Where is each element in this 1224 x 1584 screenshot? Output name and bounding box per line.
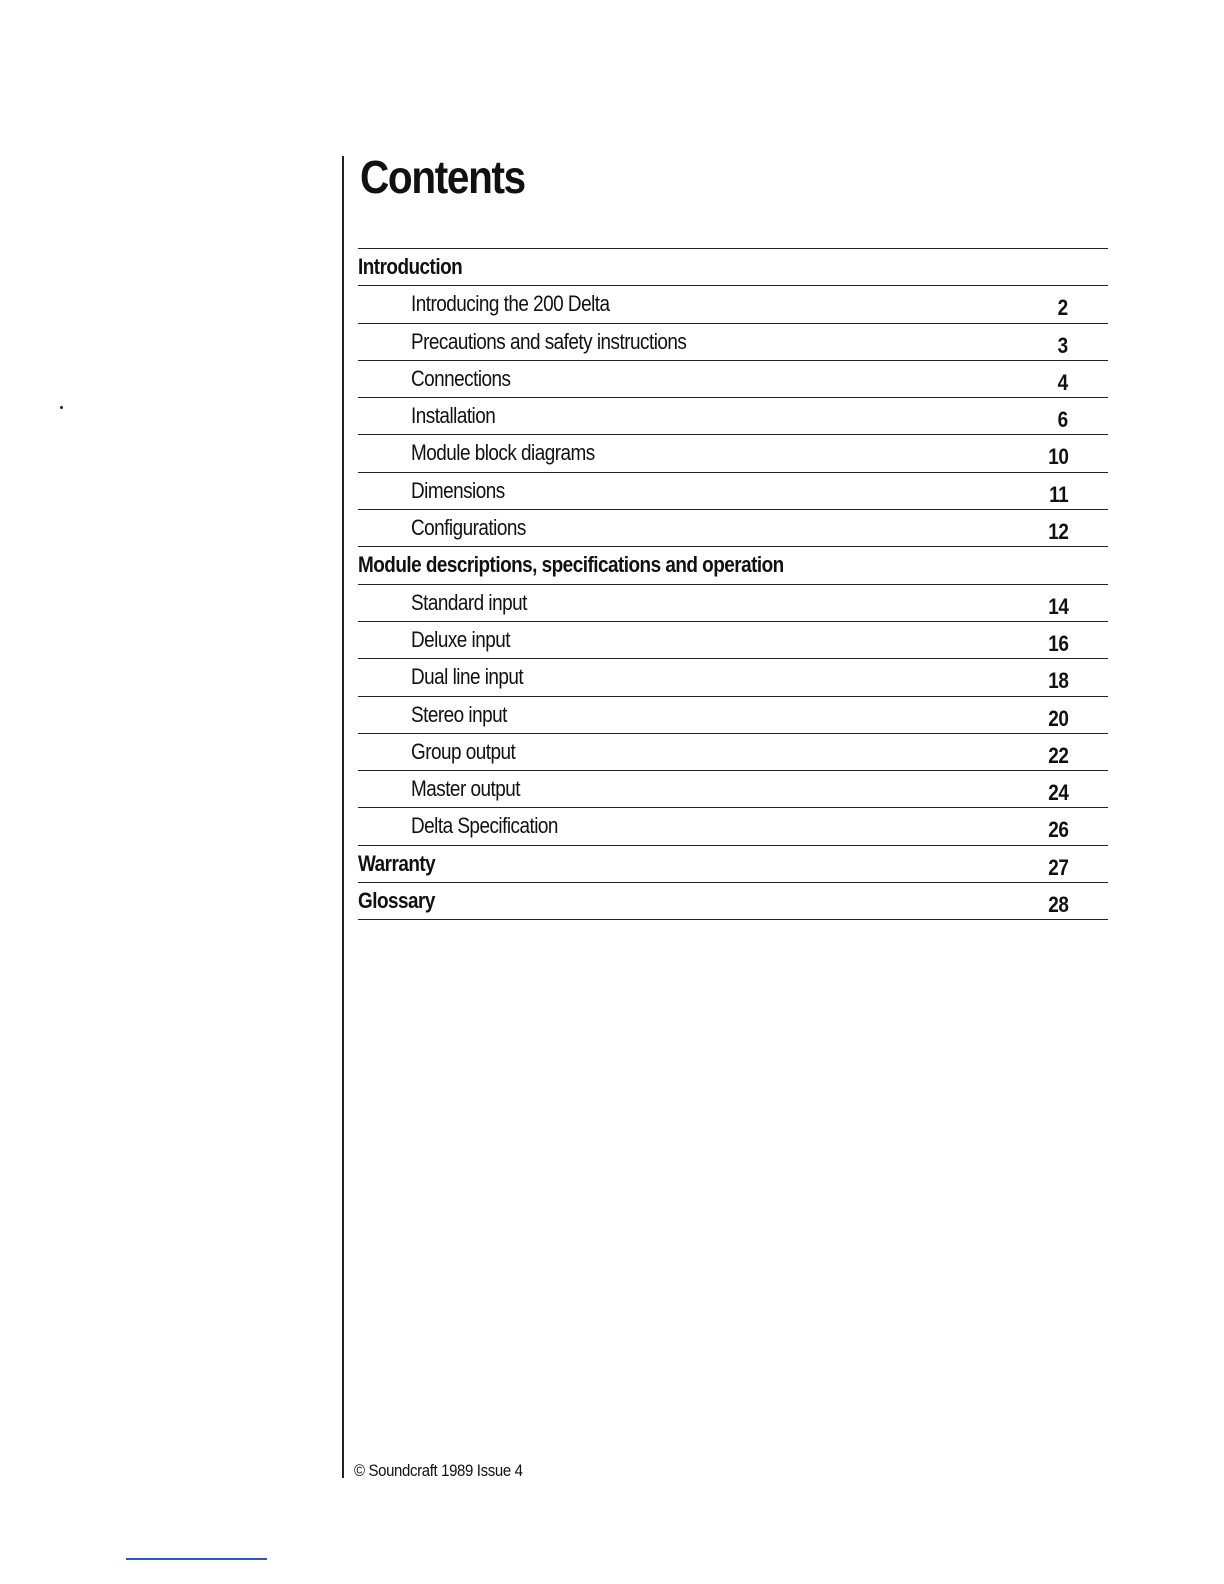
toc-entry-module-block-diagrams[interactable]: [358, 435, 1108, 472]
toc-section-label: Warranty: [358, 850, 436, 876]
toc-entry-label: Precautions and safety instructions: [411, 328, 687, 354]
toc-page-number: 22: [1047, 742, 1068, 768]
toc-entry-connections[interactable]: [358, 361, 1108, 398]
toc-entry-label: Dual line input: [411, 664, 524, 690]
toc-page-number: 3: [1057, 332, 1068, 358]
page-title: Contents: [360, 151, 525, 203]
toc-entry-stereo-input[interactable]: [358, 697, 1108, 734]
table-of-contents: [358, 248, 1108, 920]
bottom-edge-mark: [126, 1558, 267, 1560]
toc-entry-master-output[interactable]: [358, 771, 1108, 808]
toc-entry-group-output[interactable]: [358, 734, 1108, 771]
toc-entry-label: Stereo input: [411, 701, 507, 727]
toc-entry-label: Connections: [411, 365, 511, 391]
toc-section-warranty[interactable]: [358, 846, 1108, 883]
toc-page-number: 2: [1057, 295, 1068, 321]
toc-entry-label: Group output: [411, 738, 516, 764]
toc-page-number: 14: [1047, 593, 1068, 619]
toc-entry-delta-specification[interactable]: [358, 808, 1108, 845]
toc-entry-configurations[interactable]: [358, 510, 1108, 547]
toc-section-glossary[interactable]: [358, 883, 1108, 920]
toc-entry-label: Dimensions: [411, 477, 505, 503]
scan-speck: [60, 406, 63, 409]
toc-entry-label: Standard input: [411, 589, 527, 615]
toc-section-label: Introduction: [358, 254, 463, 279]
toc-entry-label: Deluxe input: [411, 626, 510, 652]
toc-page-number: 10: [1047, 444, 1068, 470]
toc-entry-deluxe-input[interactable]: [358, 622, 1108, 659]
toc-entry-standard-input[interactable]: [358, 585, 1108, 622]
copyright-footer: © Soundcraft 1989 Issue 4: [354, 1461, 523, 1480]
toc-page-number: 4: [1057, 369, 1068, 395]
toc-page-number: 24: [1047, 780, 1068, 806]
toc-entry-precautions[interactable]: [358, 324, 1108, 361]
toc-section-label: Glossary: [358, 888, 435, 914]
toc-page-number: 18: [1047, 668, 1068, 694]
toc-entry-label: Module block diagrams: [411, 440, 595, 466]
toc-page-number: 12: [1047, 519, 1068, 545]
toc-entry-label: Installation: [411, 403, 496, 429]
left-margin-rule: [342, 156, 344, 1478]
toc-entry-label: Introducing the 200 Delta: [411, 291, 610, 317]
toc-section-module-descriptions[interactable]: [358, 547, 1108, 584]
toc-page-number: 28: [1047, 892, 1068, 918]
toc-entry-label: Configurations: [411, 515, 526, 541]
toc-entry-label: Delta Specification: [411, 813, 558, 839]
toc-page-number: 16: [1047, 630, 1068, 656]
toc-entry-installation[interactable]: [358, 398, 1108, 435]
toc-entry-dual-line-input[interactable]: [358, 659, 1108, 696]
toc-page-number: 26: [1047, 817, 1068, 843]
toc-page-number: 6: [1057, 407, 1068, 433]
toc-page-number: 27: [1047, 854, 1068, 880]
toc-section-introduction[interactable]: [358, 249, 1108, 286]
toc-entry-introducing-200-delta[interactable]: [358, 286, 1108, 323]
toc-section-label: Module descriptions, specifications and operation: [358, 552, 784, 578]
toc-page-number: 11: [1048, 481, 1068, 507]
toc-entry-dimensions[interactable]: [358, 473, 1108, 510]
toc-page-number: 20: [1047, 705, 1068, 731]
toc-entry-label: Master output: [411, 776, 520, 802]
